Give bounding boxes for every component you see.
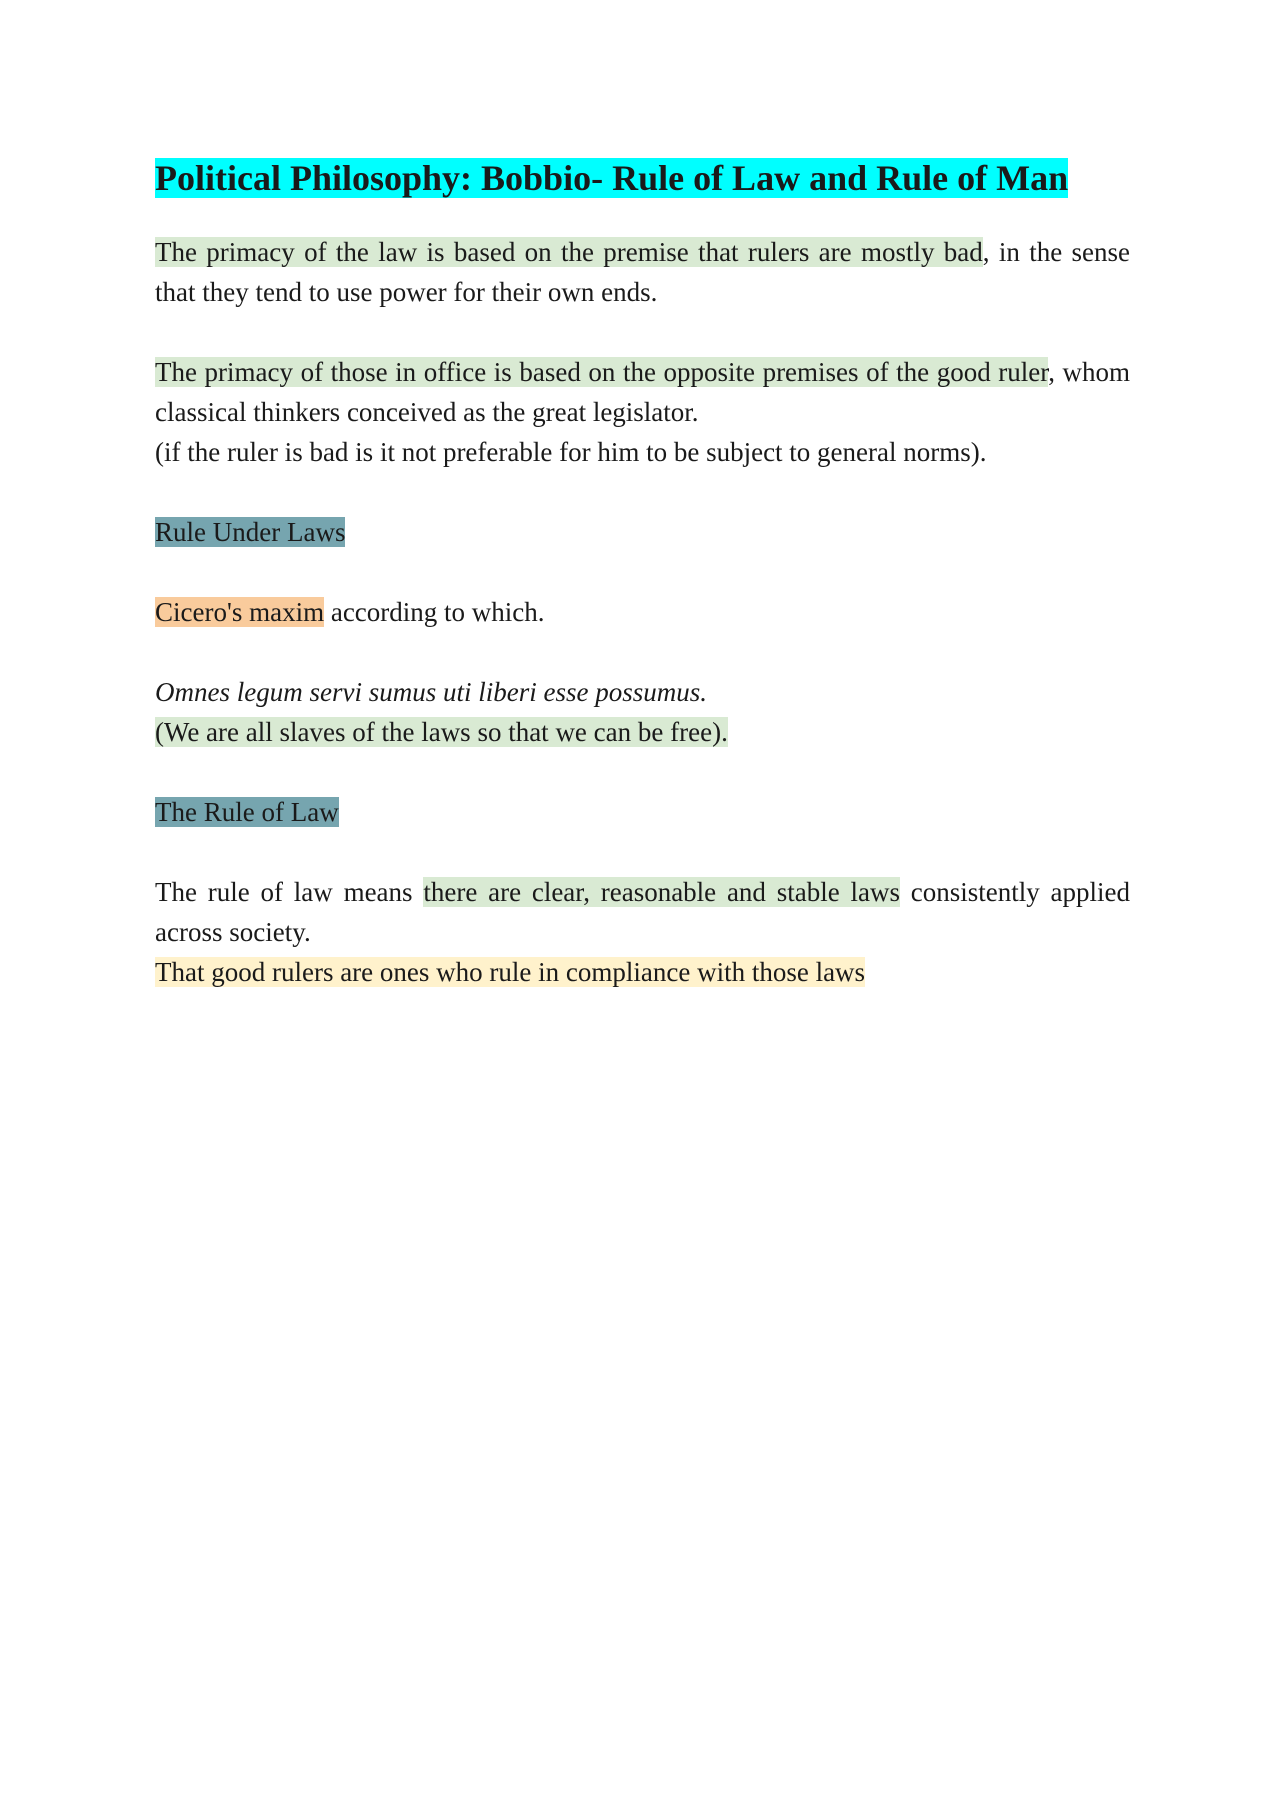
highlighted-text: there are clear, reasonable and stable laws (423, 877, 900, 907)
highlighted-text: The primacy of the law is based on the premise that rulers are mostly bad (155, 237, 983, 267)
heading-the-rule-of-law (155, 792, 1130, 832)
document-title (155, 150, 1130, 206)
heading-text: The Rule of Law (155, 797, 339, 827)
paragraph-rule-of-law-definition (155, 872, 1130, 952)
heading-text: Rule Under Laws (155, 517, 346, 547)
highlighted-text: (We are all slaves of the laws so that we can be free). (155, 717, 728, 747)
paragraph-cicero (155, 592, 1130, 632)
title-text: Political Philosophy: Bobbio- Rule of Law and Rule of Man (155, 158, 1069, 198)
paragraph-note: (if the ruler is bad is it not preferable for him to be subject to general norms). (155, 437, 987, 467)
paragraph-text: The rule of law means (155, 877, 424, 907)
paragraph-text: consistently applied across society. (155, 877, 1131, 947)
paragraph-text: according to which. (324, 597, 545, 627)
highlighted-text: That good rulers are ones who rule in compliance with those laws (155, 957, 866, 987)
highlighted-text: The primacy of those in office is based on the opposite premises of the good ruler (155, 357, 1049, 387)
paragraph-text: , in the sense that they tend to use power for their own ends. (155, 237, 1130, 307)
paragraph-primacy-of-office (155, 352, 1130, 432)
document-page (155, 150, 1130, 992)
latin-quote: Omnes legum servi sumus uti liberi esse possumus. (155, 677, 707, 707)
highlighted-text: Cicero's maxim (155, 597, 325, 627)
paragraph-primacy-of-law (155, 232, 1130, 312)
paragraph-text: , whom classical thinkers conceived as the great legislator. (155, 357, 1131, 427)
heading-rule-under-laws (155, 512, 1130, 552)
paragraph-good-rulers (155, 952, 1130, 992)
quote-translation (155, 712, 1130, 752)
